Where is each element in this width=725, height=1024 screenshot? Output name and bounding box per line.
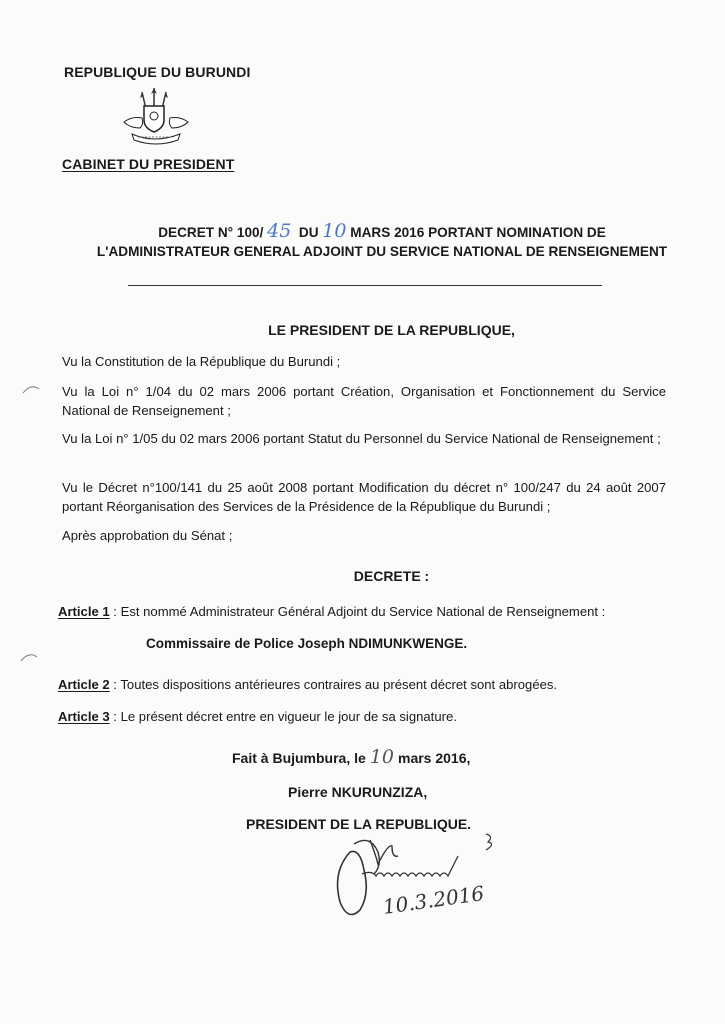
title-du: DU	[298, 225, 319, 240]
title-rest-line1: MARS 2016 PORTANT NOMINATION DE	[350, 225, 606, 240]
signer-name: Pierre NKURUNZIZA,	[288, 784, 428, 800]
decree-title	[62, 222, 702, 261]
preamble-loi-1-04: Vu la Loi n° 1/04 du 02 mars 2006 portant Création, Organisation et Fonctionnement du Service National de Renseignement ;	[62, 384, 666, 418]
nominee-name: Commissaire de Police Joseph NDIMUNKWENGE.	[146, 636, 468, 651]
article-3-text: Le présent décret entre en vigueur le jour de sa signature.	[120, 709, 457, 724]
country-header: REPUBLIQUE DU BURUNDI	[64, 64, 251, 80]
coat-of-arms-emblem	[120, 86, 192, 148]
preamble-loi-1-05: Vu la Loi n° 1/05 du 02 mars 2006 portant Statut du Personnel du Service National de Renseignement ;	[62, 431, 661, 446]
fait-suffix: mars 2016,	[398, 750, 471, 766]
handwritten-day: 10	[322, 220, 347, 242]
margin-hole-mark	[20, 652, 38, 662]
cabinet-header: CABINET DU PRESIDENT	[62, 156, 235, 172]
article-1-text: Est nommé Administrateur Général Adjoint du Service National de Renseignement :	[120, 604, 606, 619]
article-3	[58, 708, 457, 726]
preamble-constitution: Vu la Constitution de la République du Burundi ;	[62, 354, 341, 369]
article-2-sep: :	[109, 677, 121, 692]
decrete-heading: DECRETE :	[353, 568, 430, 584]
article-2	[58, 676, 557, 694]
title-prefix: DECRET N° 100/	[158, 225, 264, 240]
handwritten-signing-day: 10	[369, 746, 394, 768]
article-3-label: Article 3	[58, 709, 110, 724]
margin-hole-mark	[22, 384, 40, 394]
article-1-label: Article 1	[58, 604, 110, 619]
handwritten-decree-number: 45	[267, 220, 292, 242]
handwritten-signature	[310, 822, 510, 932]
article-2-text: Toutes dispositions antérieures contraires au présent décret sont abrogées.	[120, 677, 558, 692]
signature-date-text: 10.3.2016	[381, 881, 486, 919]
place-date-line	[232, 746, 470, 768]
article-1	[58, 603, 605, 621]
article-3-sep: :	[109, 709, 121, 724]
preamble-decret-100-141: Vu le Décret n°100/141 du 25 août 2008 portant Modification du décret n° 100/247 du 24 août 2007 portant Réorganisation des Services de la Présidence de la République du Burundi ;	[62, 480, 666, 514]
preamble-senat: Après approbation du Sénat ;	[62, 528, 233, 543]
fait-prefix: Fait à Bujumbura, le	[232, 750, 366, 766]
title-line2: L'ADMINISTRATEUR GENERAL ADJOINT DU SERVICE NATIONAL DE RENSEIGNEMENT	[96, 244, 668, 259]
president-heading: LE PRESIDENT DE LA REPUBLIQUE,	[268, 322, 515, 338]
article-2-label: Article 2	[58, 677, 110, 692]
title-divider	[128, 285, 602, 286]
article-1-sep: :	[109, 604, 121, 619]
signer-title: PRESIDENT DE LA REPUBLIQUE.	[246, 816, 472, 832]
